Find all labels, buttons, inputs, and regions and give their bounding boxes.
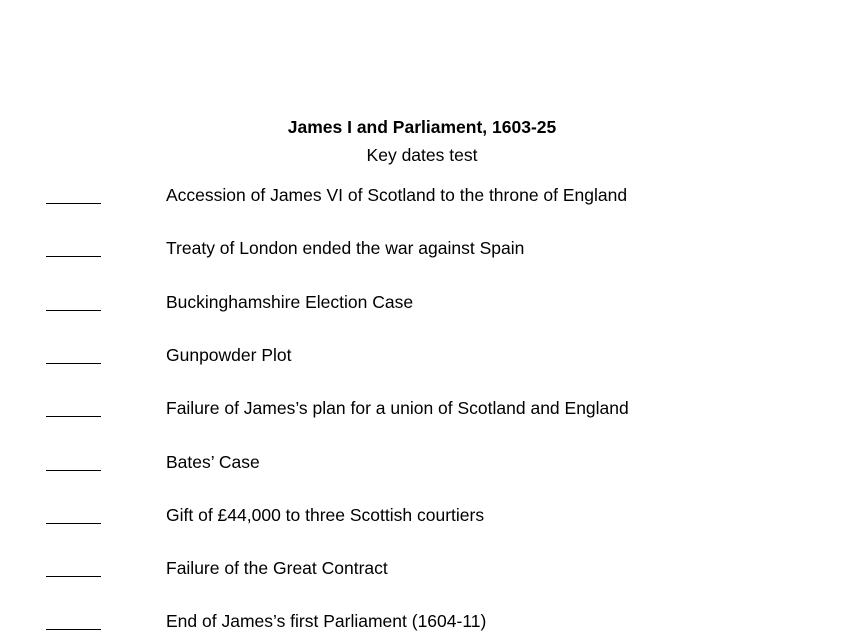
- answer-blank[interactable]: [46, 470, 101, 471]
- answer-blank[interactable]: [46, 576, 101, 577]
- event-text: Treaty of London ended the war against Spain: [166, 238, 525, 259]
- list-item: [0, 505, 844, 529]
- event-text: Gunpowder Plot: [166, 344, 292, 365]
- list-item: [0, 558, 844, 582]
- event-text: Gift of £44,000 to three Scottish courtiers: [166, 504, 485, 525]
- page-title: James I and Parliament, 1603-25: [287, 117, 557, 137]
- event-text: Accession of James VI of Scotland to the throne of England: [166, 185, 628, 205]
- answer-blank[interactable]: [46, 416, 101, 417]
- event-text: Failure of the Great Contract: [166, 558, 388, 579]
- list-item: [0, 398, 844, 422]
- answer-blank[interactable]: [46, 310, 101, 311]
- answer-blank[interactable]: [46, 203, 101, 204]
- page-subtitle: Key dates test: [366, 145, 478, 165]
- answer-blank[interactable]: [46, 523, 101, 524]
- answer-blank[interactable]: [46, 629, 101, 630]
- answer-blank[interactable]: [46, 256, 101, 257]
- list-item: [0, 611, 844, 635]
- event-text: Buckinghamshire Election Case: [166, 291, 414, 312]
- event-text: Bates’ Case: [166, 451, 260, 472]
- list-item: [0, 238, 844, 262]
- event-text: End of James’s first Parliament (1604-11): [166, 611, 487, 632]
- list-item: [0, 452, 844, 476]
- list-item: [0, 345, 844, 369]
- event-text: Failure of James’s plan for a union of Scotland and England: [166, 398, 629, 419]
- list-item: [0, 292, 844, 316]
- list-item: [0, 185, 844, 209]
- answer-blank[interactable]: [46, 363, 101, 364]
